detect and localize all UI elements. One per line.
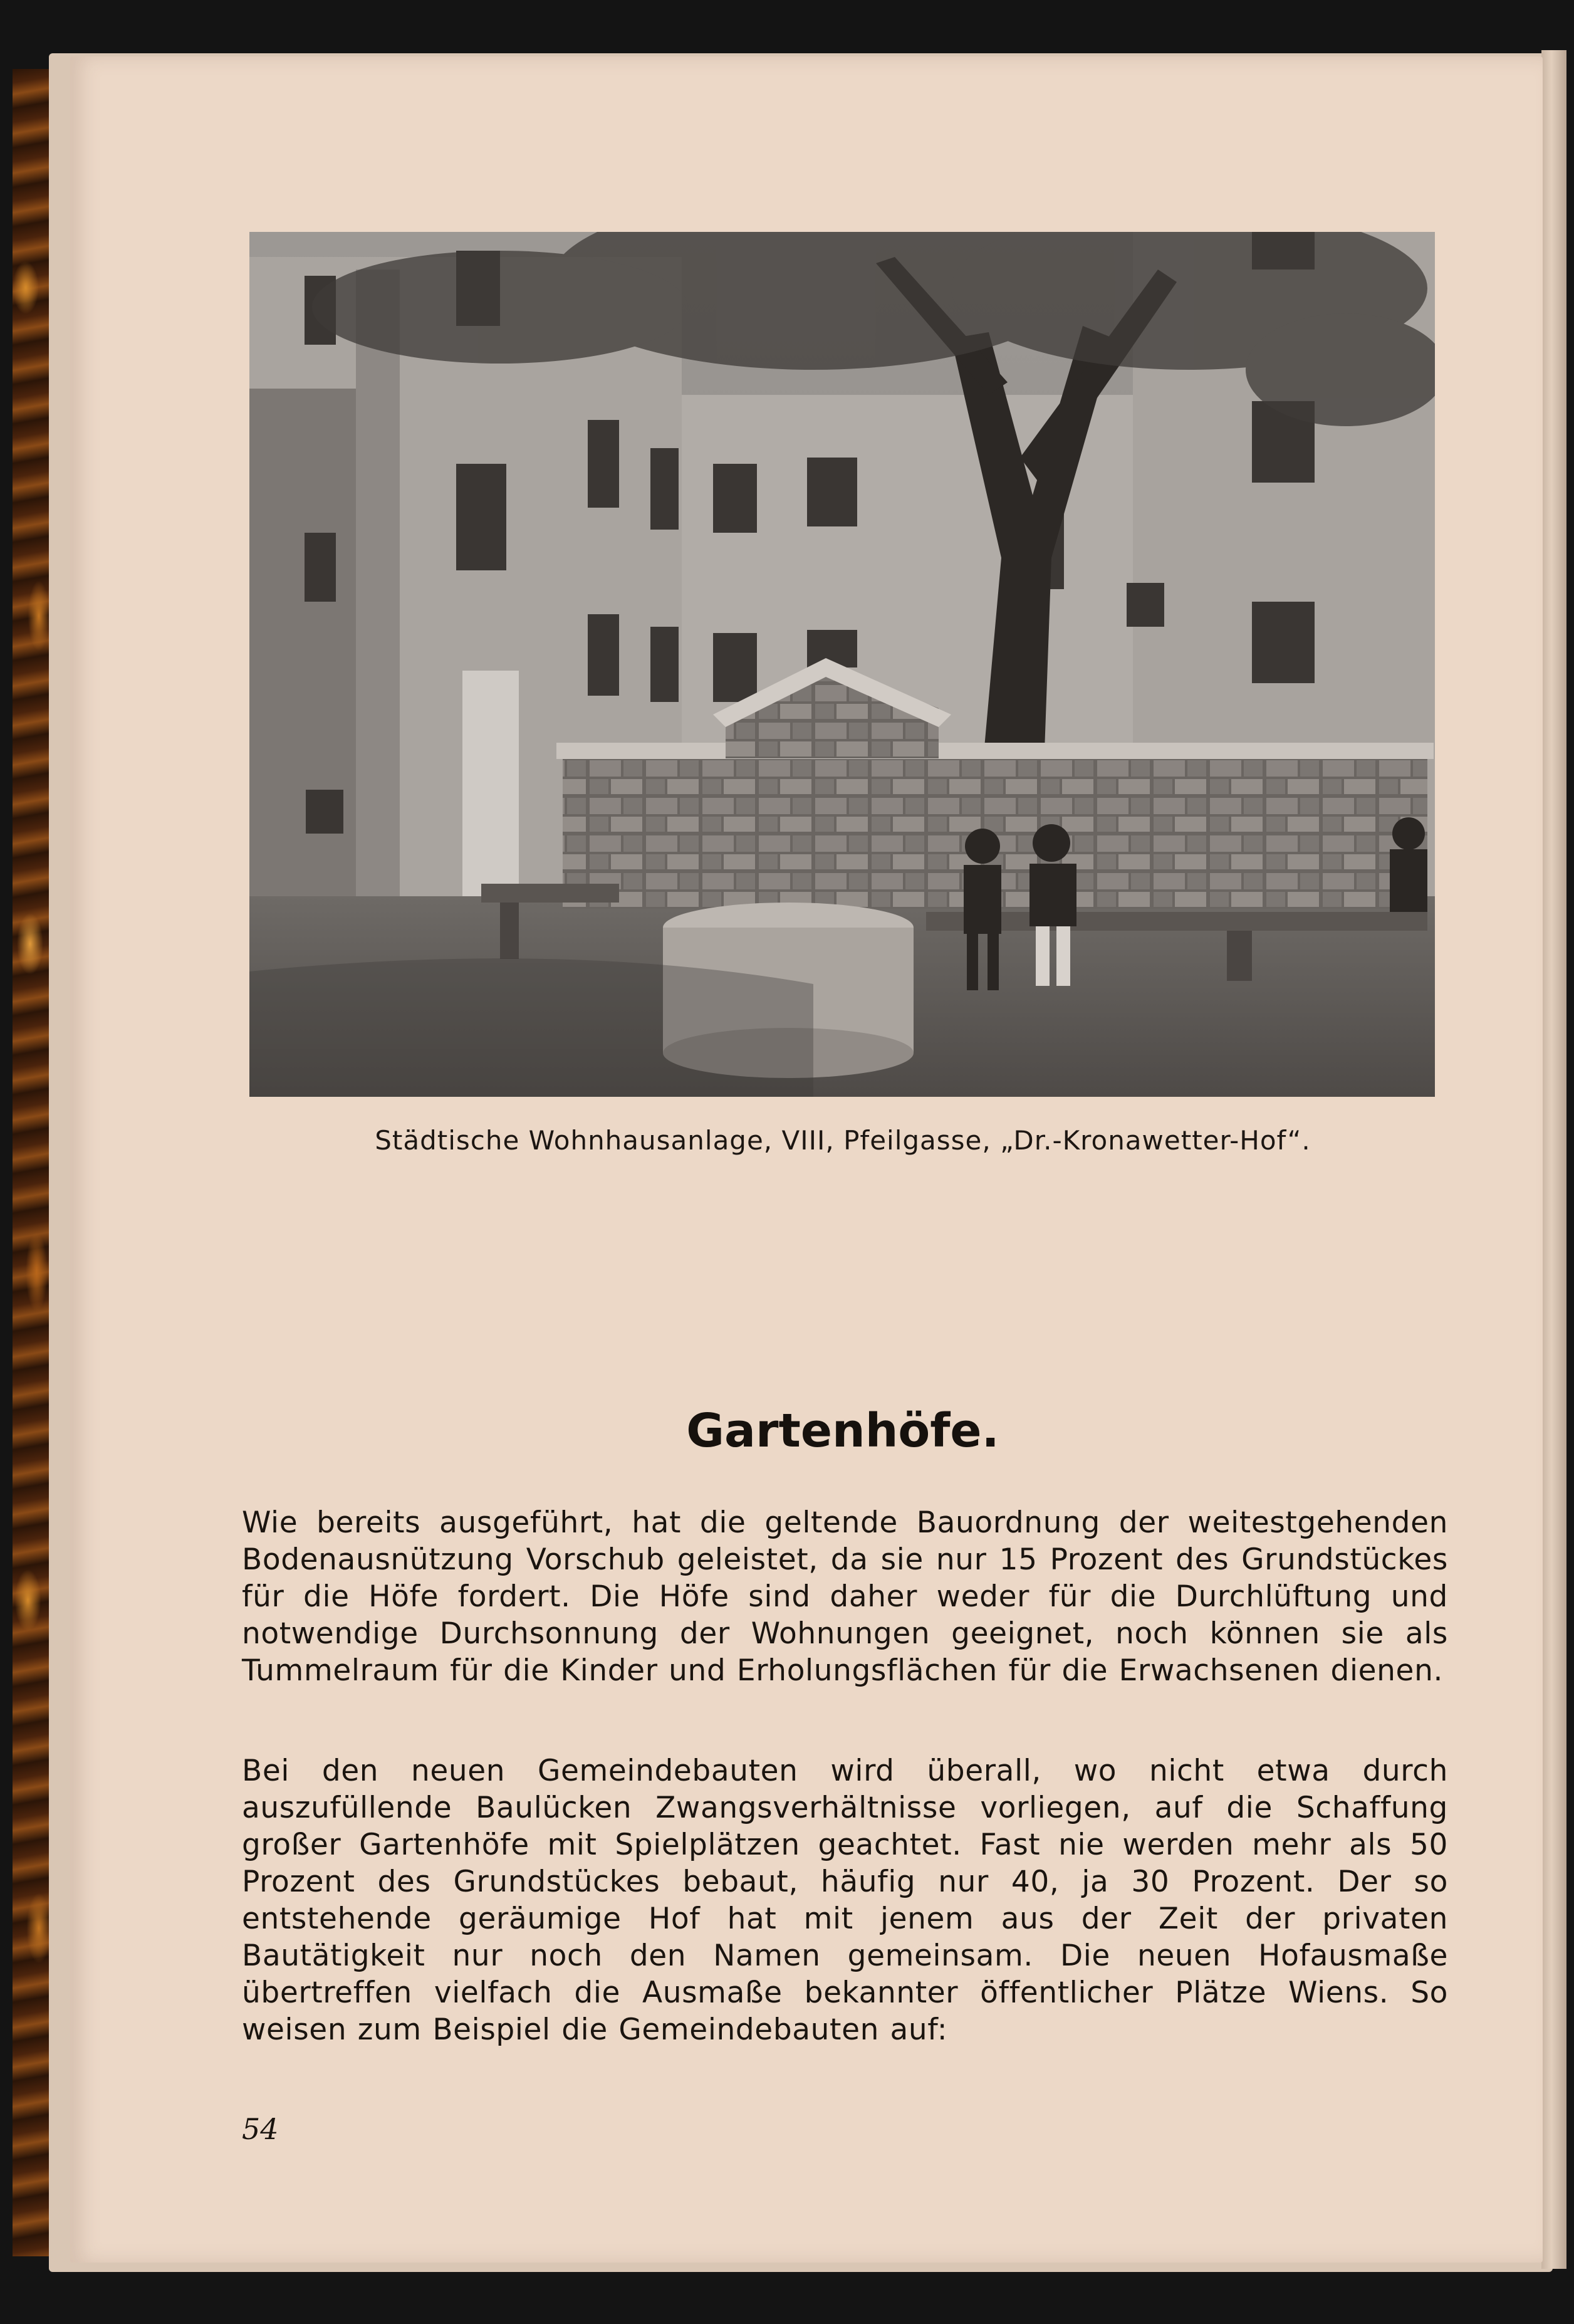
photo-caption: Städtische Wohnhausanlage, VIII, Pfeilgasse, „Dr.-Kronawetter-Hof“. [375,1125,1311,1156]
page-number: 54 [242,2112,279,2146]
courtyard-photo [249,232,1435,1097]
section-heading: Gartenhöfe. [686,1404,999,1458]
page-edge-right [1541,50,1566,2269]
paragraph-1: Wie bereits ausgeführt, hat die geltende Bauordnung der weitestgehenden Bodenausnützung Vorschub geleistet, da sie nur 15 Prozent des Grundstückes für die Höfe fordert. Die Höfe sind daher weder für die Durchlüftung und notwendige Durchsonnung der Wohnungen geeignet, noch können sie als Tummelraum für die Kinder und Erholungsflächen für die Erwachsenen dienen. [242,1505,1448,1688]
courtyard-photo-icon [249,232,1435,1097]
paragraph-2: Bei den neuen Gemeindebauten wird überall, wo nicht etwa durch auszufüllende Baulücken Zwangsverhältnisse vorliegen, auf die Schaffung großer Gartenhöfe mit Spielplätzen geachtet. Fast nie werden mehr als 50 Prozent des Grundstückes bebaut, häufig nur 40, ja 30 Prozent. Der so entstehende geräumige Hof hat mit jenem aus der Zeit der privaten Bautätigkeit nur noch den Namen gemeinsam. Die neuen Hofausmaße übertreffen vielfach die Ausmaße bekannter öffentlicher Plätze Wiens. So weisen zum Beispiel die Gemeindebauten auf: [242,1754,1448,2047]
